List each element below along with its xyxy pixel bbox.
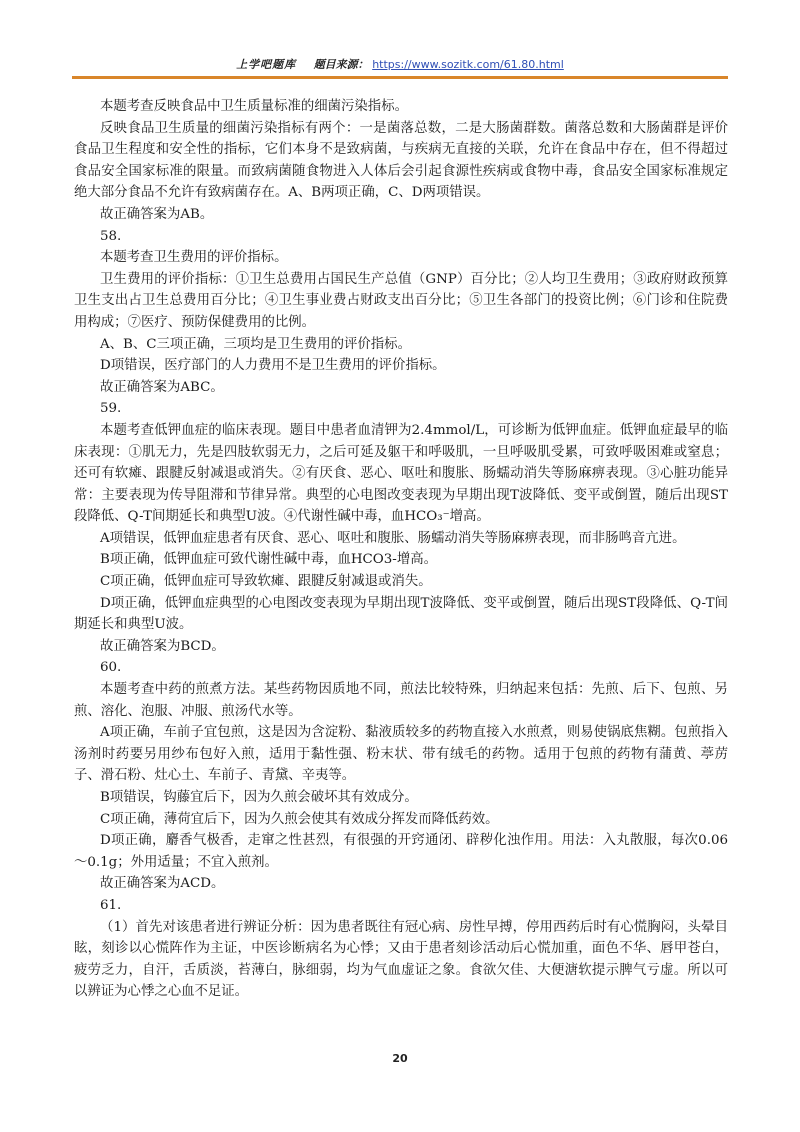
- header-source-prefix: 题目来源：: [313, 58, 369, 71]
- question-number: 61.: [100, 897, 122, 913]
- header-divider: [72, 76, 728, 79]
- paragraph: D项正确，低钾血症典型的心电图改变表现为早期出现T波降低、变平或倒置，随后出现ST段降低、Q-T间期延长和典型U波。: [74, 595, 728, 633]
- paragraph: 本题考查中药的煎煮方法。某些药物因质地不同，煎法比较特殊，归纳起来包括：先煎、后下、包煎、另煎、溶化、泡服、冲服、煎汤代水等。: [74, 682, 728, 719]
- paragraph: 卫生费用的评价指标：①卫生总费用占国民生产总值（GNP）百分比；②人均卫生费用；③政府财政预算卫生支出占卫生总费用百分比；④卫生事业费占财政支出百分比；⑤卫生各部门的投资比例；⑥门诊和住院费用构成；⑦医疗、预防保健费用的比例。: [74, 271, 728, 330]
- paragraph: D项错误，医疗部门的人力费用不是卫生费用的评价指标。: [100, 358, 446, 374]
- paragraph: B项正确，低钾血症可致代谢性碱中毒，血HCO3-增高。: [100, 552, 437, 568]
- paragraph: D项正确，麝香气极香，走窜之性甚烈，有很强的开窍通闭、辟秽化浊作用。用法：入丸散服，每次0.06～0.1g；外用适量；不宜入煎剂。: [74, 833, 728, 870]
- paragraph: 故正确答案为AB。: [100, 206, 214, 222]
- header-site-name: 上学吧题库: [236, 58, 297, 71]
- paragraph: 故正确答案为ACD。: [100, 876, 225, 892]
- paragraph: A项正确，车前子宜包煎，这是因为含淀粉、黏液质较多的药物直接入水煎煮，则易使锅底焦糊。包煎指入汤剂时药要另用纱布包好入煎，适用于黏性强、粉末状、带有绒毛的药物。适用于包煎的药物有蒲黄、葶苈子、滑石粉、灶心土、车前子、青黛、辛夷等。: [74, 725, 728, 784]
- page-header: [0, 58, 800, 72]
- paragraph: 反映食品卫生质量的细菌污染指标有两个：一是菌落总数，二是大肠菌群数。菌落总数和大肠菌群是评价食品卫生程度和安全性的指标，它们本身不是致病菌，与疾病无直接的关联，允许在食品中存在，但不得超过食品安全国家标准的限量。而致病菌随食物进入人体后会引起食源性疾病或食物中毒，食品安全国家标准规定绝大部分食品不允许有致病菌存在。A、B两项正确，C、D两项错误。: [74, 120, 728, 201]
- page-number: 20: [392, 1052, 408, 1065]
- paragraph: A、B、C三项正确，三项均是卫生费用的评价指标。: [100, 336, 411, 352]
- paragraph: 本题考查卫生费用的评价指标。: [100, 250, 288, 266]
- question-number: 60.: [100, 660, 122, 676]
- paragraph: 本题考查低钾血症的临床表现。题目中患者血清钾为2.4mmol/L，可诊断为低钾血症。低钾血症最早的临床表现：①肌无力，先是四肢软弱无力，之后可延及躯干和呼吸肌，一旦呼吸肌受累，可致呼吸困难或窒息；还可有软瘫、跟腱反射减退或消失。②有厌食、恶心、呕吐和腹胀、肠蠕动消失等肠麻痹表现。③心脏功能异常：主要表现为传导阻滞和节律异常。典型的心电图改变表现为早期出现T波降低、变平或倒置，随后出现ST段降低、Q-T间期延长和典型U波。④代谢性碱中毒，血HCO₃⁻增高。: [74, 422, 728, 525]
- paragraph: 本题考查反映食品中卫生质量标准的细菌污染指标。: [100, 99, 408, 114]
- paragraph: A项错误，低钾血症患者有厌食、恶心、呕吐和腹胀、肠蠕动消失等肠麻痹表现，而非肠鸣音亢进。: [100, 530, 686, 546]
- header-source-link[interactable]: https://www.sozitk.com/61.80.html: [372, 58, 564, 71]
- paragraph: （1）首先对该患者进行辨证分析：因为患者既往有冠心病、房性早搏，停用西药后时有心慌胸闷，头晕目眩，刻诊以心慌阵作为主证，中医诊断病名为心悸；又由于患者刻诊活动后心慌加重，面色不华、唇甲苍白，疲劳乏力，自汗，舌质淡，苔薄白，脉细弱，均为气血虚证之象。食欲欠佳、大便溏软提示脾气亏虚。所以可以辨证为心悸之心血不足证。: [74, 919, 728, 1000]
- paragraph: C项正确，低钾血症可导致软瘫、跟腱反射减退或消失。: [100, 574, 432, 590]
- question-number: 58.: [100, 228, 122, 244]
- question-number: 59.: [100, 401, 122, 417]
- answer-explanations: [74, 96, 728, 1003]
- paragraph: 故正确答案为ABC。: [100, 379, 224, 395]
- paragraph: C项正确，薄荷宜后下，因为久煎会使其有效成分挥发而降低药效。: [100, 811, 499, 827]
- paragraph: 故正确答案为BCD。: [100, 638, 225, 654]
- paragraph: B项错误，钩藤宜后下，因为久煎会破坏其有效成分。: [100, 790, 418, 805]
